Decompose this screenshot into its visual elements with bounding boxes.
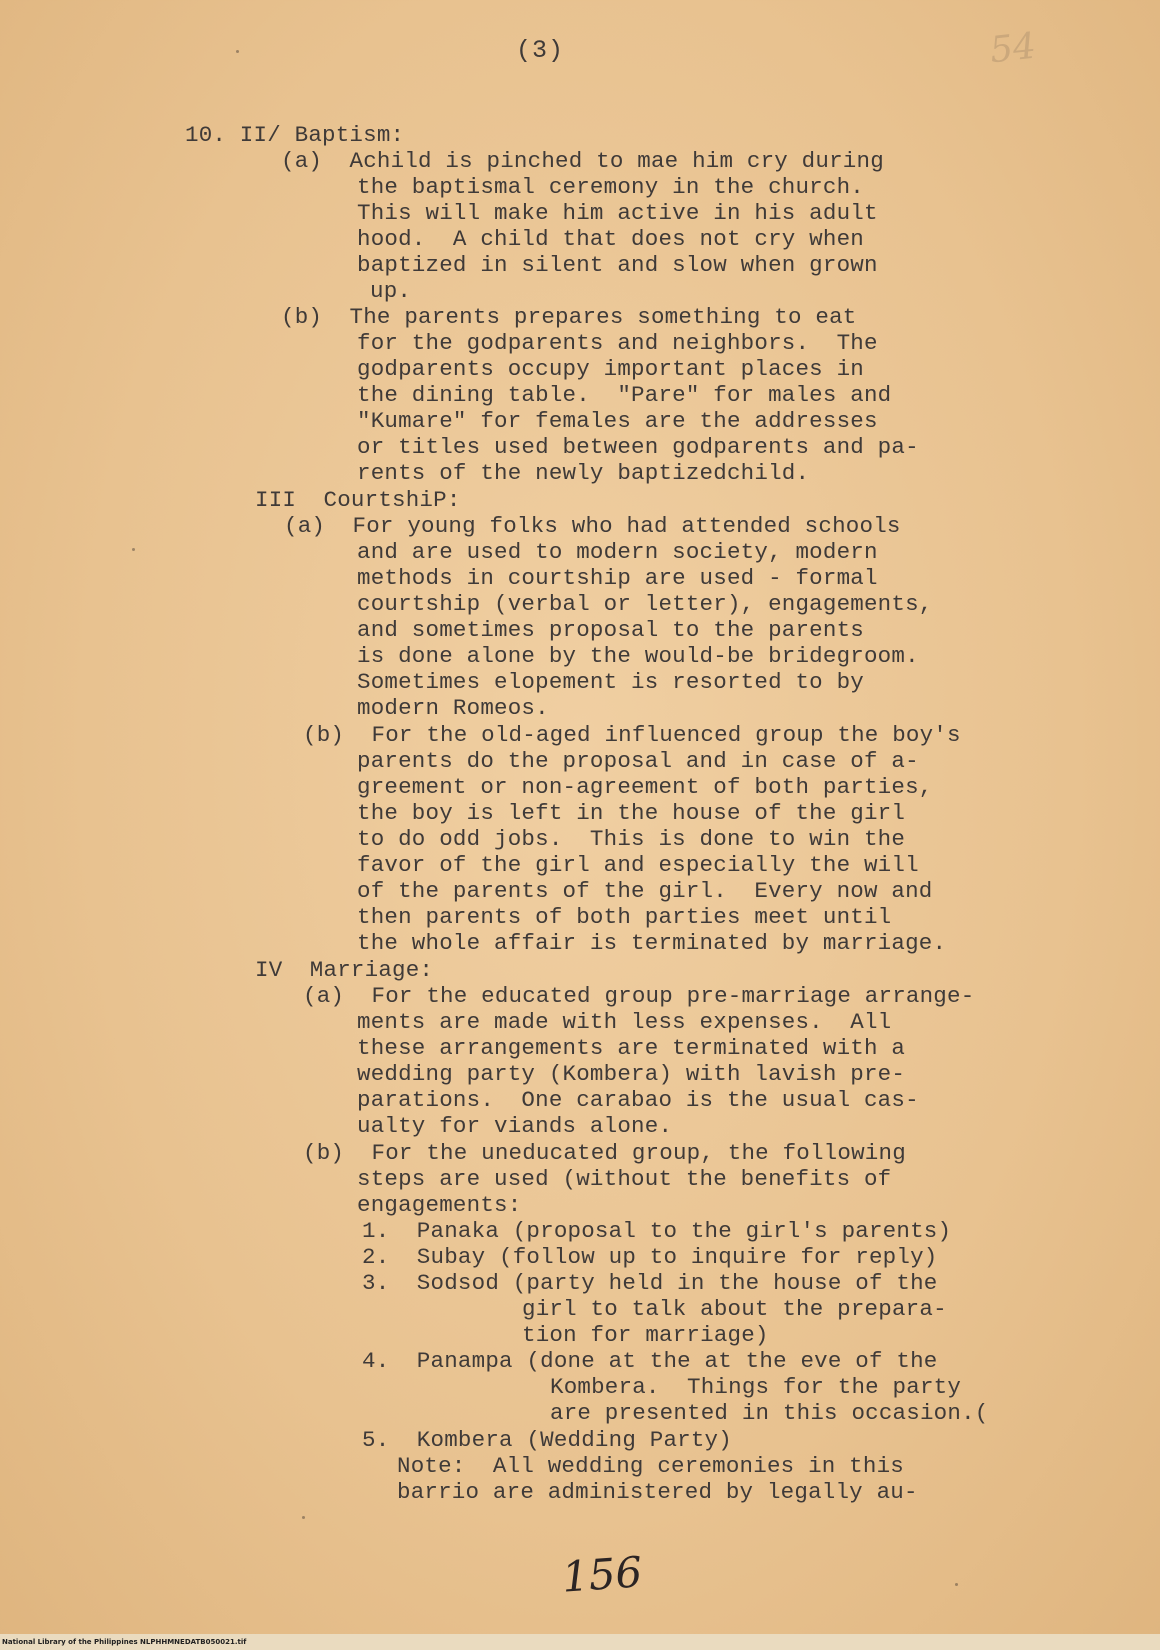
text-line: (b) For the uneducated group, the following xyxy=(303,1140,906,1166)
text-line: modern Romeos. xyxy=(357,695,549,721)
text-line: the boy is left in the house of the girl xyxy=(357,800,906,826)
text-line: Sometimes elopement is resorted to by xyxy=(357,669,864,695)
text-line: girl to talk about the prepara- xyxy=(522,1296,947,1322)
text-line: the whole affair is terminated by marriage. xyxy=(357,930,947,956)
text-line: steps are used (without the benefits of xyxy=(357,1166,892,1192)
text-line: of the parents of the girl. Every now and xyxy=(357,878,933,904)
text-line: parations. One carabao is the usual cas- xyxy=(357,1087,919,1113)
text-line: III CourtshiP: xyxy=(255,487,461,513)
text-line: and are used to modern society, modern xyxy=(357,539,878,565)
text-line: (a) Achild is pinched to mae him cry during xyxy=(281,148,884,174)
text-line: or titles used between godparents and pa- xyxy=(357,434,919,460)
text-line: "Kumare" for females are the addresses xyxy=(357,408,878,434)
folio-number: 156 xyxy=(560,1547,644,1602)
corner-page-mark: 54 xyxy=(987,25,1038,72)
text-line: ments are made with less expenses. All xyxy=(357,1009,892,1035)
text-line: wedding party (Kombera) with lavish pre- xyxy=(357,1061,906,1087)
text-line: for the godparents and neighbors. The xyxy=(357,330,878,356)
text-line: 2. Subay (follow up to inquire for reply) xyxy=(362,1244,938,1270)
text-line: the baptismal ceremony in the church. xyxy=(357,174,864,200)
text-line: favor of the girl and especially the will xyxy=(357,852,919,878)
speck xyxy=(132,548,135,551)
text-line: (a) For young folks who had attended schools xyxy=(284,513,901,539)
text-line: 1. Panaka (proposal to the girl's parents) xyxy=(362,1218,952,1244)
text-line: godparents occupy important places in xyxy=(357,356,864,382)
text-line: barrio are administered by legally au- xyxy=(397,1479,918,1505)
text-line: to do odd jobs. This is done to win the xyxy=(357,826,906,852)
text-line: ualty for viands alone. xyxy=(357,1113,673,1139)
text-line: Note: All wedding ceremonies in this xyxy=(397,1453,904,1479)
text-line: the dining table. "Pare" for males and xyxy=(357,382,892,408)
text-line: is done alone by the would-be bridegroom. xyxy=(357,643,919,669)
text-line: IV Marriage: xyxy=(255,957,434,983)
text-line: 4. Panampa (done at the at the eve of the xyxy=(362,1348,938,1374)
text-line: This will make him active in his adult xyxy=(357,200,878,226)
text-line: courtship (verbal or letter), engagements, xyxy=(357,591,933,617)
speck xyxy=(955,1583,958,1586)
text-line: (b) For the old-aged influenced group the boy's xyxy=(303,722,961,748)
text-line: tion for marriage) xyxy=(522,1322,769,1348)
text-line: 3. Sodsod (party held in the house of the xyxy=(362,1270,938,1296)
text-line: are presented in this occasion.( xyxy=(550,1400,989,1426)
speck xyxy=(302,1516,305,1519)
text-line: (a) For the educated group pre-marriage arrange- xyxy=(303,983,975,1009)
page-number: (3) xyxy=(516,36,565,65)
scan-footer: National Library of the Philippines NLPHHMNEDATB050021.tif xyxy=(0,1634,1160,1650)
text-line: (b) The parents prepares something to eat xyxy=(281,304,857,330)
speck xyxy=(236,50,239,53)
text-line: parents do the proposal and in case of a- xyxy=(357,748,919,774)
text-line: Kombera. Things for the party xyxy=(550,1374,962,1400)
text-line: engagements: xyxy=(357,1192,522,1218)
text-line: up. xyxy=(370,278,412,304)
text-line: and sometimes proposal to the parents xyxy=(357,617,864,643)
text-line: methods in courtship are used - formal xyxy=(357,565,878,591)
text-line: 10. II/ Baptism: xyxy=(185,122,405,148)
text-line: these arrangements are terminated with a xyxy=(357,1035,906,1061)
text-line: baptized in silent and slow when grown xyxy=(357,252,878,278)
text-line: rents of the newly baptizedchild. xyxy=(357,460,810,486)
text-line: hood. A child that does not cry when xyxy=(357,226,864,252)
text-line: greement or non-agreement of both parties, xyxy=(357,774,933,800)
text-line: then parents of both parties meet until xyxy=(357,904,892,930)
text-line: 5. Kombera (Wedding Party) xyxy=(362,1427,732,1453)
